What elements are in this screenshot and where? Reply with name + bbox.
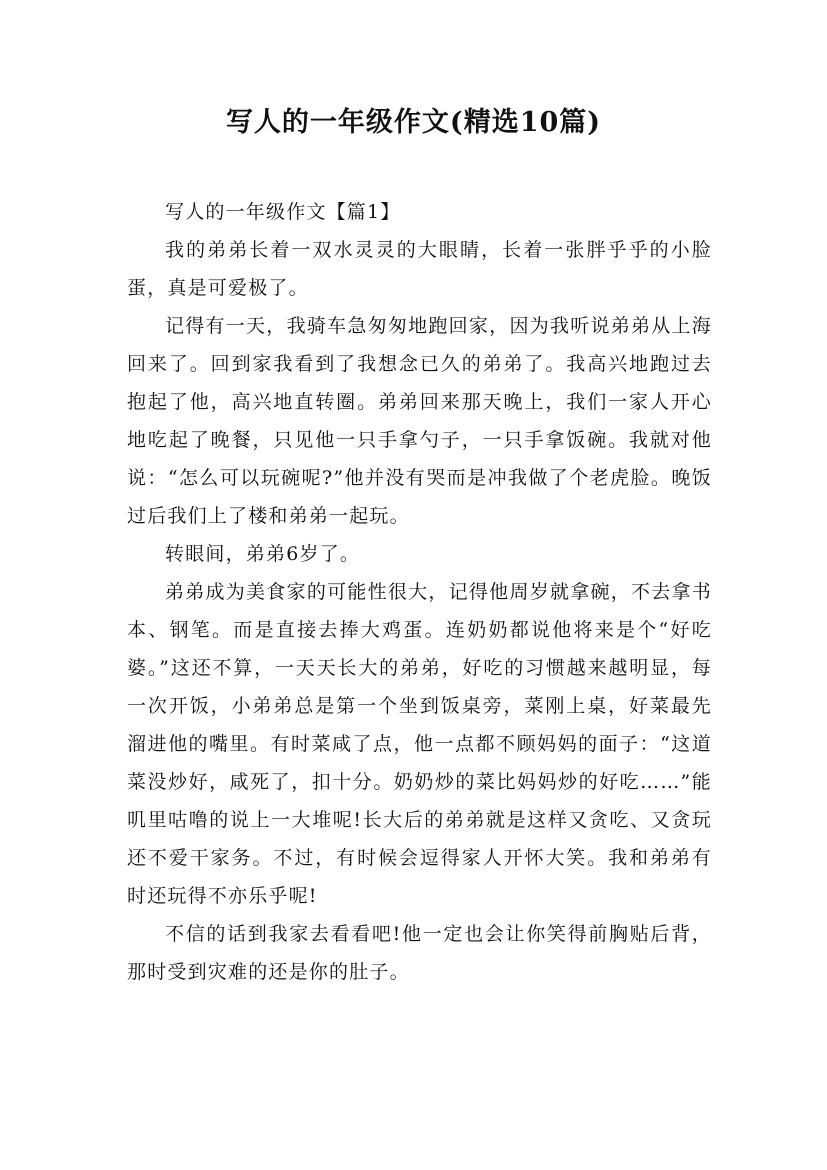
paragraph-1: 我的弟弟长着一双水灵灵的大眼睛，长着一张胖乎乎的小脸蛋，真是可爱极了。 [127,239,712,299]
paragraph-3: 转眼间，弟弟6岁了。 [165,543,361,565]
paragraph-5: 不信的话到我家去看看吧!他一定也会让你笑得前胸贴后背，那时受到灾难的还是你的肚子。 [127,923,712,983]
document-title: 写人的一年级作文(精选10篇) [225,107,602,138]
document-body [127,193,712,991]
paragraph-2: 记得有一天，我骑车急匆匆地跑回家，因为我听说弟弟从上海回来了。回到家我看到了我想念已久的弟弟了。我高兴地跑过去抱起了他，高兴地直转圈。弟弟回来那天晚上，我们一家人开心地吃起了晚餐，只见他一只手拿勺子，一只手拿饭碗。我就对他说：“怎么可以玩碗呢?”他并没有哭而是冲我做了个老虎脸。晚饭过后我们上了楼和弟弟一起玩。 [127,315,712,527]
paragraph-4: 弟弟成为美食家的可能性很大，记得他周岁就拿碗，不去拿书本、钢笔。而是直接去捧大鸡蛋。连奶奶都说他将来是个“好吃婆。”这还不算，一天天长大的弟弟，好吃的习惯越来越明显，每一次开饭，小弟弟总是第一个坐到饭桌旁，菜刚上桌，好菜最先溜进他的嘴里。有时菜咸了点，他一点都不顾妈妈的面子：“这道菜没炒好，咸死了，扣十分。奶奶炒的菜比妈妈炒的好吃……”能叽里咕噜的说上一大堆呢!长大后的弟弟就是这样又贪吃、又贪玩还不爱干家务。不过，有时候会逗得家人开怀大笑。我和弟弟有时还玩得不亦乐乎呢! [127,581,712,907]
section-heading: 写人的一年级作文【篇1】 [165,201,401,223]
